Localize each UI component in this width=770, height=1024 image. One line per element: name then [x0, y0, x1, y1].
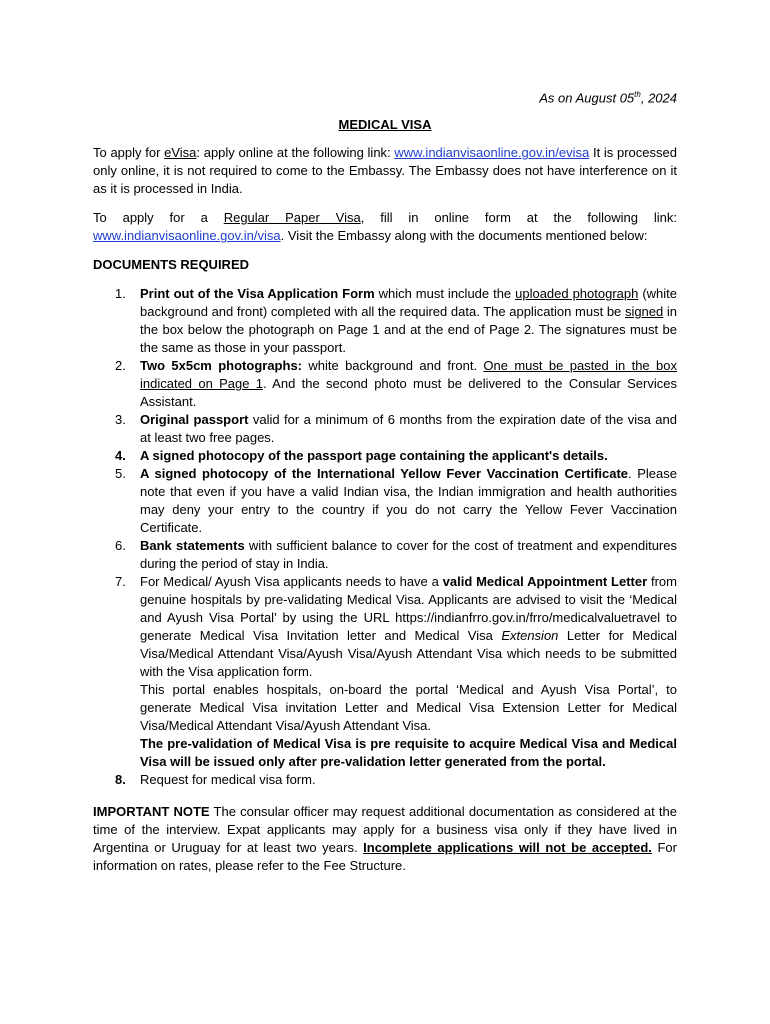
list-item: 1. Print out of the Visa Application Form which must include the uploaded photograph (white background and front) completed with all the required data. The application must be signed in the box below the photograph on Page 1 and at the end of Page 2. The signatures must be the same as those in your passport. — [115, 286, 678, 356]
document-page — [93, 86, 677, 875]
prevalidation-paragraph: The pre-validation of Medical Visa is pre requisite to acquire Medical Visa and Medical Visa will be issued only after pre-validation letter generated from the portal. — [140, 736, 677, 770]
list-item: 7. For Medical/ Ayush Visa applicants needs to have a valid Medical Appointment Letter from genuine hospitals by pre-validating Medical Visa. Applicants are advised to visit the ‘Medical and Ayush Visa Portal’ by using the URL https://indianfrro.gov.in/frro/medicalvaluetravel to generate Medical Visa Invitation letter and Medical Visa Extension Letter for Medical Visa/Medical Attendant Visa/Ayush Visa/Ayush Attendant Visa which needs to be submitted with the Visa application form. This portal enables hospitals, on-board the portal ‘Medical and Ayush Visa Portal’, to generate Medical Visa invitation Letter and Medical Visa Extension Letter for Medical Visa/Medical Attendant Visa/Ayush Attendant Visa. The pre-validation of Medical Visa is pre requisite to acquire Medical Visa and Medical Visa will be issued only after pre-validation letter generated from the portal. — [115, 574, 677, 770]
evisa-paragraph: To apply for eVisa: apply online at the following link: www.indianvisaonline.gov.in/evisa It is processed only online, it is not required to come to the Embassy. The Embassy does not have interference on it as it is processed in India. — [93, 145, 677, 197]
portal-paragraph: This portal enables hospitals, on-board the portal ‘Medical and Ayush Visa Portal’, to generate Medical Visa invitation Letter and Medical Visa Extension Letter for Medical Visa/Medical Attendant Visa/Ayush Attendant Visa. — [140, 682, 677, 734]
documents-heading: DOCUMENTS REQUIRED — [93, 257, 250, 273]
list-item: 3. Original passport valid for a minimum of 6 months from the expiration date of the visa and at least two free pages. — [115, 412, 677, 446]
page-title: MEDICAL VISA — [338, 117, 432, 133]
documents-list — [93, 285, 677, 789]
evisa-link[interactable]: www.indianvisaonline.gov.in/evisa — [394, 145, 590, 161]
list-item: 8. Request for medical visa form. — [115, 772, 316, 788]
list-item: 4. A signed photocopy of the passport page containing the applicant's details. — [115, 448, 608, 464]
list-item: 5. A signed photocopy of the International Yellow Fever Vaccination Certificate. Please note that even if you have a valid Indian visa, the Indian immigration and health authorities may deny your entry to the country if you do not carry the Yellow Fever Vaccination Certificate. — [115, 466, 677, 536]
list-item: 6. Bank statements with sufficient balance to cover for the cost of treatment and expenditures during the period of stay in India. — [115, 538, 677, 572]
document-date: As on August 05th, 2024 — [539, 90, 677, 106]
paper-visa-paragraph: To apply for a Regular Paper Visa, fill in online form at the following link: www.indianvisaonline.gov.in/visa. Visit the Embassy along with the documents mentioned below: — [93, 210, 678, 244]
important-note: IMPORTANT NOTE The consular officer may request additional documentation as considered at the time of the interview. Expat applicants may apply for a business visa only if they have lived in Argentina or Uruguay for at least two years. Incomplete applications will not be accepted. For information on rates, please refer to the Fee Structure. — [93, 804, 678, 874]
list-item: 2. Two 5x5cm photographs: white background and front. One must be pasted in the box indicated on Page 1. And the second photo must be delivered to the Consular Services Assistant. — [115, 358, 677, 410]
paper-visa-link[interactable]: www.indianvisaonline.gov.in/visa — [93, 228, 281, 244]
